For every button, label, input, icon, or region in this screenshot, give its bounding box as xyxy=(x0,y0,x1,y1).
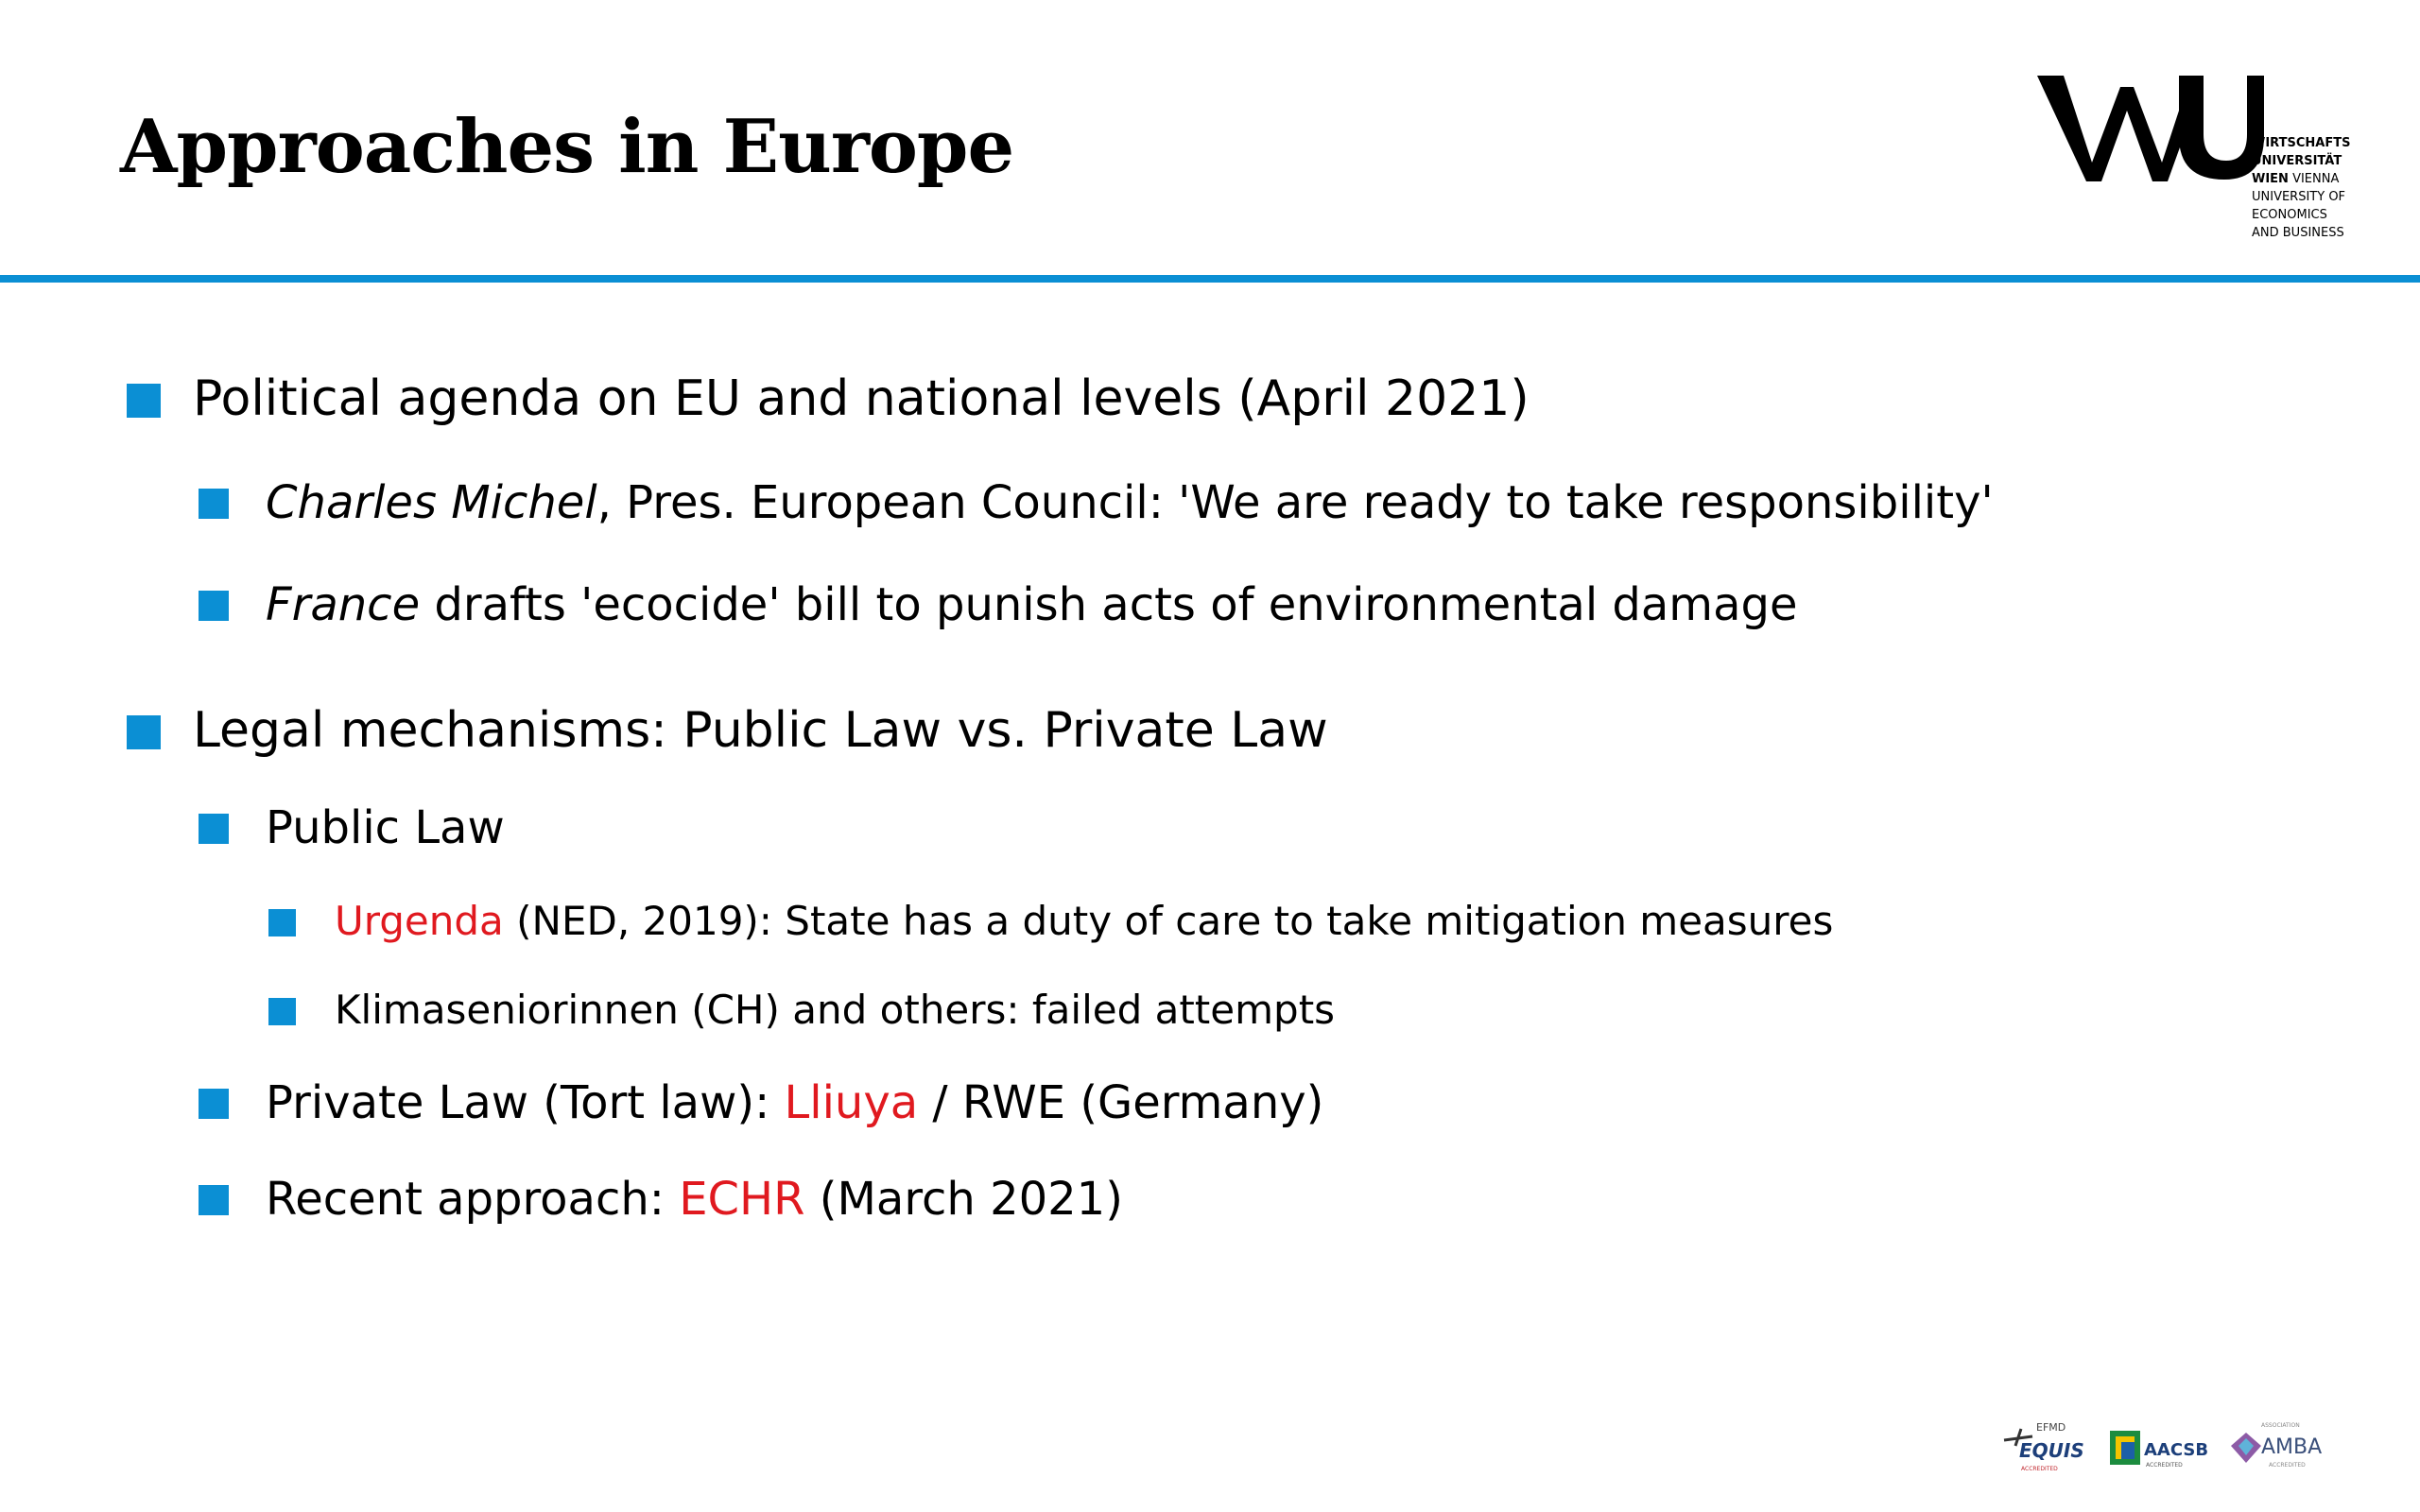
bullet-square-icon xyxy=(268,909,296,936)
bullet-square-icon xyxy=(199,591,229,621)
bullet-text: Political agenda on EU and national levels (April 2021) xyxy=(193,370,1530,427)
wu-logo-mark xyxy=(2037,68,2264,181)
logo-line: WIEN xyxy=(2252,172,2289,186)
bullet-text: , Pres. European Council: 'We are ready to take responsibility' xyxy=(596,476,1994,529)
bullet-text: / RWE (Germany) xyxy=(918,1076,1324,1129)
bullet-square-icon xyxy=(199,489,229,519)
highlight-text: Urgenda xyxy=(335,898,504,944)
equis-sub-label: ACCREDITED xyxy=(2021,1466,2058,1472)
bullet-political-agenda xyxy=(193,370,1530,427)
equis-logo xyxy=(2004,1421,2084,1472)
bullet-text: (NED, 2019): State has a duty of care to take mitigation measures xyxy=(503,898,1834,944)
bullet-recent-approach xyxy=(266,1173,1123,1226)
bullet-france xyxy=(266,578,1797,631)
highlight-text: ECHR xyxy=(679,1173,805,1226)
amba-logo xyxy=(2231,1422,2322,1469)
logo-line: ECONOMICS xyxy=(2252,208,2327,222)
bullet-square-icon xyxy=(199,1089,229,1119)
logo-line: AND BUSINESS xyxy=(2252,226,2344,240)
equis-label: EQUIS xyxy=(2019,1439,2084,1462)
wu-logo xyxy=(2037,68,2359,248)
bullet-square-icon xyxy=(199,814,229,844)
logo-line: VIENNA xyxy=(2292,172,2340,186)
bullet-italic-text: France xyxy=(266,578,421,631)
highlight-text: Lliuya xyxy=(784,1076,919,1129)
amba-label: AMBA xyxy=(2261,1435,2323,1459)
logo-line: UNIVERSITÄT xyxy=(2252,154,2342,168)
bullet-square-icon xyxy=(127,384,161,418)
bullet-charles-michel xyxy=(266,476,1994,529)
bullet-text: drafts 'ecocide' bill to punish acts of environmental damage xyxy=(420,578,1798,631)
slide-title: Approaches in Europe xyxy=(120,104,1014,190)
header-divider xyxy=(0,275,2420,283)
aacsb-sub-label: ACCREDITED xyxy=(2146,1462,2183,1469)
bullet-square-icon xyxy=(127,715,161,749)
amba-sub-label: ACCREDITED xyxy=(2269,1462,2306,1469)
aacsb-label: AACSB xyxy=(2144,1440,2209,1460)
logo-line: UNIVERSITY OF xyxy=(2252,190,2346,204)
amba-top-label: ASSOCIATION xyxy=(2261,1422,2300,1429)
bullet-square-icon xyxy=(268,998,296,1025)
wu-logo-text xyxy=(2252,134,2350,242)
bullet-square-icon xyxy=(199,1185,229,1215)
bullet-urgenda xyxy=(335,898,1833,944)
logo-line: WIRTSCHAFTS xyxy=(2252,136,2351,150)
efmd-label: EFMD xyxy=(2036,1421,2066,1434)
bullet-legal-mechanisms xyxy=(193,702,1328,759)
bullet-text: Recent approach: xyxy=(266,1173,680,1226)
bullet-public-law xyxy=(266,801,505,854)
bullet-text: (March 2021) xyxy=(804,1173,1123,1226)
aacsb-logo xyxy=(2110,1431,2208,1469)
bullet-text: Klimaseniorinnen (CH) and others: failed attempts xyxy=(335,987,1336,1033)
accreditation-logos xyxy=(1995,1408,2363,1484)
bullet-private-law xyxy=(266,1076,1323,1129)
bullet-italic-text: Charles Michel xyxy=(266,476,597,529)
bullet-klimaseniorinnen xyxy=(335,987,1335,1033)
bullet-text: Legal mechanisms: Public Law vs. Private Law xyxy=(193,702,1328,759)
bullet-text: Public Law xyxy=(266,801,505,854)
bullet-text: Private Law (Tort law): xyxy=(266,1076,785,1129)
